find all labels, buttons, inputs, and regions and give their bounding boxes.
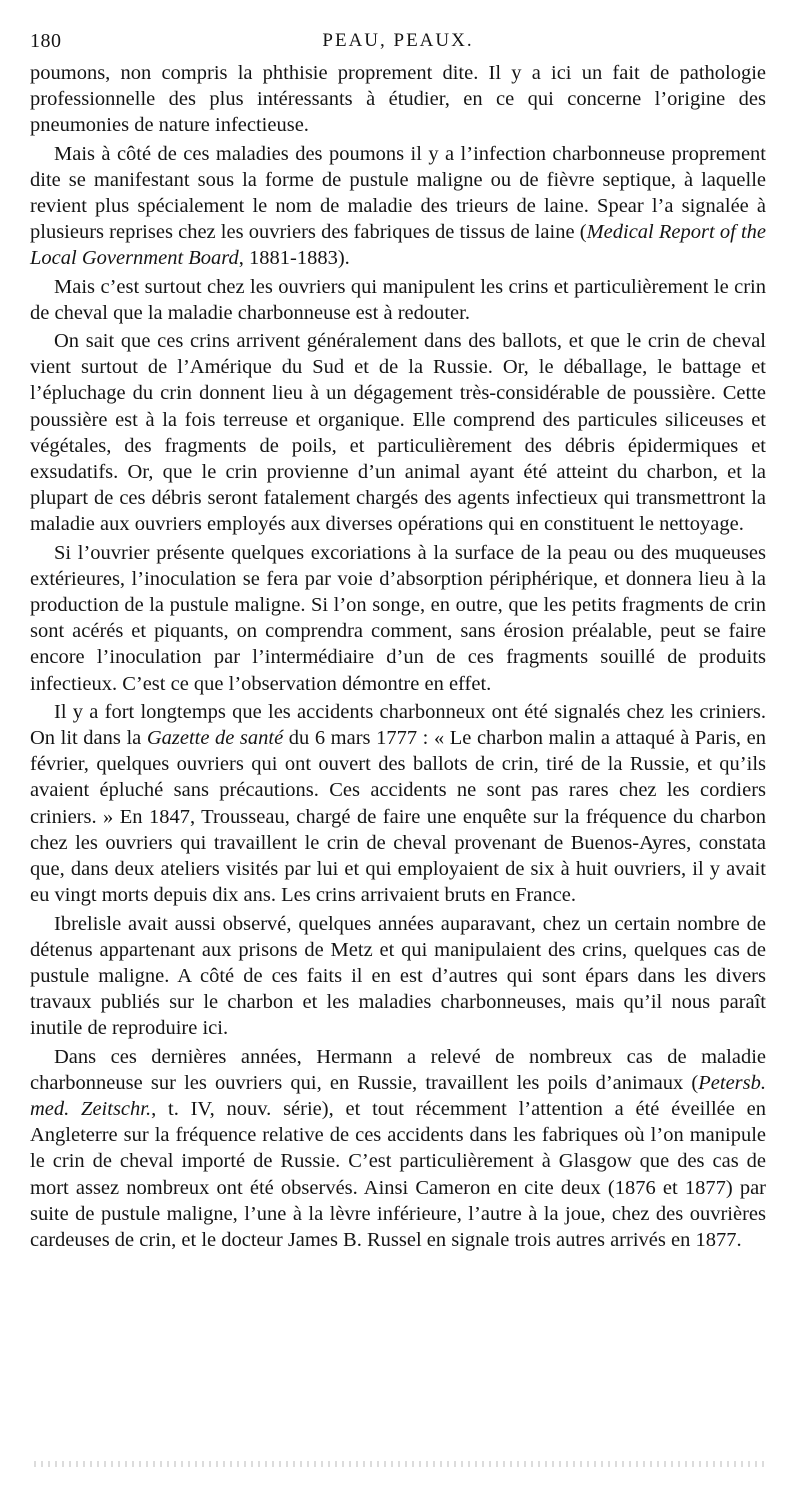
paragraph (30, 60, 766, 139)
body-text (30, 60, 766, 1253)
text-run: Mais à côté de ces maladies des poumons il y a l’infection charbonneuse proprement dite se manifestant sous la forme de pustule maligne ou de fièvre septique, à laquelle revient plus spécialement le nom de maladie des trieurs de laine. Spear l’a signalée à plusieurs reprises chez les ouvriers des fabriques de tissus de laine ( (30, 142, 766, 244)
italic-title: Medical Report of the Local Government Board (30, 221, 767, 270)
paragraph (30, 699, 766, 909)
text-run: , 1881-1883). (238, 247, 350, 270)
paragraph (30, 141, 766, 272)
text-run: Il y a fort longtemps que les accidents charbonneux ont été signalés chez les criniers. On lit dans la (30, 700, 766, 750)
text-run: du 6 mars 1777 : « Le charbon malin a attaqué à Paris, en février, quelques ouvriers qui ont ouvert des ballots de crin, tiré de la Russie, et qu’ils avaient épluché sans précautions. Ces accidents ne sont pas rares chez les cordiers criniers. » En 1847, Trousseau, chargé de faire une enquête sur la fréquence du charbon chez les ouvriers qui travaillent le crin de cheval provenant de Buenos-Ayres, constata que, dans deux ateliers visités par lui et qui employaient de six à huit ouvriers, il y avait eu vingt morts depuis dix ans. Les crins arrivaient bruts en France. (30, 727, 766, 907)
paragraph (30, 911, 766, 1042)
running-header (30, 26, 766, 60)
paragraph (30, 274, 766, 326)
paragraph (30, 540, 766, 697)
page-number: 180 (30, 30, 62, 52)
paragraph (30, 1044, 766, 1254)
book-page (30, 26, 766, 1253)
paragraph (30, 328, 766, 538)
text-run: Si l’ouvrier présente quelques excoriations à la surface de la peau ou des muqueuses extérieures, l’inoculation se fera par voie d’absorption périphérique, et donnera lieu à la production de la pustule maligne. Si l’on songe, en outre, que les petits fragments de crin sont acérés et piquants, on comprendra comment, sans érosion préalable, peut se faire encore l’inoculation par l’intermédiaire d’un de ces fragments souillé de produits infectieux. C’est ce que l’observation démontre en effet. (30, 541, 766, 695)
text-run: Dans ces dernières années, Hermann a relevé de nombreux cas de maladie charbonneuse sur les ouvriers qui, en Russie, travaillent les poils d’animaux ( (30, 1045, 766, 1094)
text-run: Mais c’est surtout chez les ouvriers qui manipulent les crins et particulièrement le crin de cheval que la maladie charbonneuse est à redouter. (30, 275, 766, 324)
italic-title: Gazette de santé (146, 727, 284, 750)
scan-noise-line (34, 1461, 764, 1467)
running-title: PEAU, PEAUX. (322, 30, 474, 51)
text-run: , t. IV, nouv. série), et tout récemment l’attention a été éveillée en Angleterre sur la fréquence relative de ces accidents dans les fabriques où l’on manipule le crin de cheval importé de Russie. C’est particulièrement à Glasgow que des cas de mort assez nombreux ont été observés. Ainsi Cameron en cite deux (1876 et 1877) par suite de pustule maligne, l’une à la lèvre inférieure, l’autre à la joue, chez des ouvrières cardeuses de crin, et le docteur James B. Russel en signale trois autres arrivés en 1877. (30, 1097, 766, 1251)
italic-title: Petersb. med. Zeitschr. (30, 1071, 766, 1120)
text-run: On sait que ces crins arrivent généralement dans des ballots, et que le crin de cheval vient surtout de l’Amérique du Sud et de la Russie. Or, le déballage, le battage et l’épluchage du crin donnent lieu à un dégagement très-considérable de poussière. Cette poussière est à la fois terreuse et organique. Elle comprend des particules siliceuses et végétales, des fragments de poils, et particulièrement des débris épidermiques et exsudatifs. Or, que le crin provienne d’un animal ayant été atteint du charbon, et la plupart de ces débris seront fatalement chargés des agents infectieux qui transmettront la maladie aux ouvriers employés aux diverses opérations qui en constituent le nettoyage. (30, 330, 766, 536)
text-run: Ibrelisle avait aussi observé, quelques années auparavant, chez un certain nombre de détenus appartenant aux prisons de Metz et qui manipulaient des crins, quelques cas de pustule maligne. A côté de ces faits il en est d’autres qui sont épars dans les divers travaux publiés sur le charbon et les maladies charbonneuses, mais qu’il nous paraît inutile de reproduire ici. (30, 912, 766, 1040)
text-run: poumons, non compris la phthisie proprement dite. Il y a ici un fait de pathologie professionnelle des plus intéressants à étudier, en ce qui concerne l’origine des pneumonies de nature infectieuse. (30, 62, 766, 137)
